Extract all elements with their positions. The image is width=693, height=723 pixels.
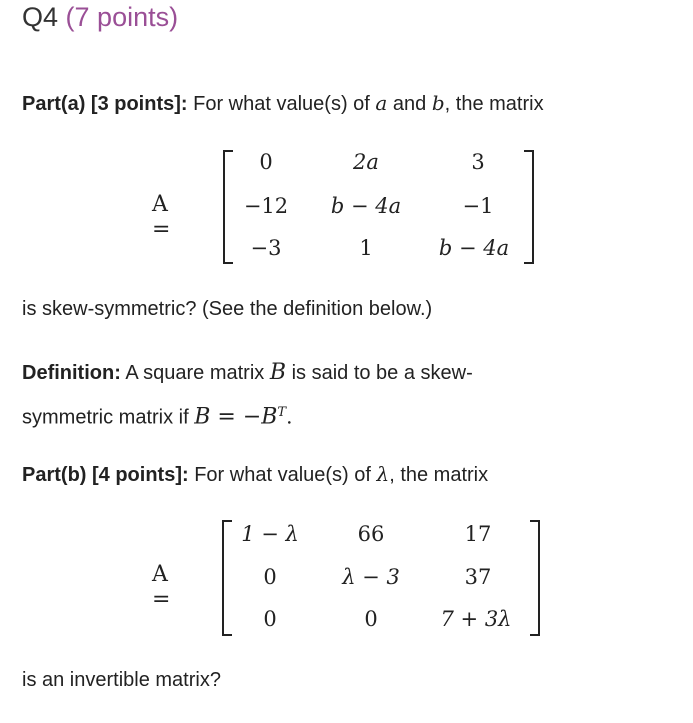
part-a-cell-1-2: 2a bbox=[353, 150, 379, 174]
part-b-cell-3-2: 0 bbox=[364, 607, 378, 631]
part-a-cell-3-1: −3 bbox=[250, 236, 282, 260]
part-a-tail: , the matrix bbox=[444, 93, 544, 115]
part-a-cell-2-1: −12 bbox=[243, 194, 289, 218]
definition-label: Definition: bbox=[22, 362, 121, 384]
definition-text-2: is said to be a skew- bbox=[291, 362, 473, 384]
part-b-cell-2-2: λ − 3 bbox=[342, 565, 400, 589]
definition-period: . bbox=[286, 404, 293, 429]
definition-var-b: B bbox=[269, 360, 287, 385]
part-a-prompt bbox=[22, 85, 544, 122]
part-b-label: Part(b) [4 points]: bbox=[22, 464, 189, 486]
part-a-cell-3-3: b − 4a bbox=[438, 236, 510, 260]
definition-text-1: A square matrix bbox=[125, 362, 265, 384]
part-b-cell-2-3: 37 bbox=[464, 565, 492, 589]
part-a-and: and bbox=[392, 93, 427, 115]
part-a-label: Part(a) [3 points]: bbox=[22, 93, 188, 115]
part-a-lhs: A = bbox=[152, 192, 171, 242]
part-b-cell-3-1: 0 bbox=[263, 607, 277, 631]
part-a-question: is skew-symmetric? (See the definition below.) bbox=[22, 298, 433, 320]
part-a-cell-1-3: 3 bbox=[471, 150, 485, 174]
definition-formula: B = −B bbox=[194, 404, 278, 430]
part-b-right-bracket bbox=[530, 520, 540, 636]
part-b-question: is an invertible matrix? bbox=[22, 669, 221, 691]
definition-text-3: symmetric matrix if bbox=[22, 406, 189, 429]
part-b-cell-1-3: 17 bbox=[464, 522, 492, 546]
definition-block bbox=[22, 355, 682, 436]
part-b-var-lambda: λ bbox=[376, 462, 390, 486]
part-b-prompt-text: For what value(s) of bbox=[194, 464, 371, 486]
part-a-right-bracket bbox=[524, 150, 534, 264]
question-points: (7 points) bbox=[65, 2, 179, 32]
part-a-cell-2-2: b − 4a bbox=[330, 194, 402, 218]
part-b-cell-3-3: 7 + 3λ bbox=[440, 607, 512, 631]
part-a-cell-1-1: 0 bbox=[259, 150, 273, 174]
definition-line-2 bbox=[22, 395, 682, 436]
definition-transpose: T bbox=[277, 405, 287, 420]
question-label: Q4 bbox=[22, 2, 59, 32]
part-a-cell-3-2: 1 bbox=[359, 236, 373, 260]
question-title bbox=[22, 2, 178, 33]
part-b-tail: , the matrix bbox=[389, 464, 489, 486]
part-b-prompt bbox=[22, 456, 488, 493]
part-b-lhs: A = bbox=[152, 562, 171, 612]
part-b-cell-1-2: 66 bbox=[357, 522, 385, 546]
part-b-cell-1-1: 1 − λ bbox=[241, 522, 299, 546]
part-b-cell-2-1: 0 bbox=[263, 565, 277, 589]
part-a-cell-2-3: −1 bbox=[462, 194, 494, 218]
part-a-prompt-text: For what value(s) of bbox=[193, 93, 370, 115]
part-b-left-bracket bbox=[222, 520, 232, 636]
part-a-var-a: a bbox=[375, 91, 388, 115]
part-a-left-bracket bbox=[223, 150, 233, 264]
definition-line-1 bbox=[22, 355, 682, 391]
part-a-var-b: b bbox=[431, 91, 445, 115]
